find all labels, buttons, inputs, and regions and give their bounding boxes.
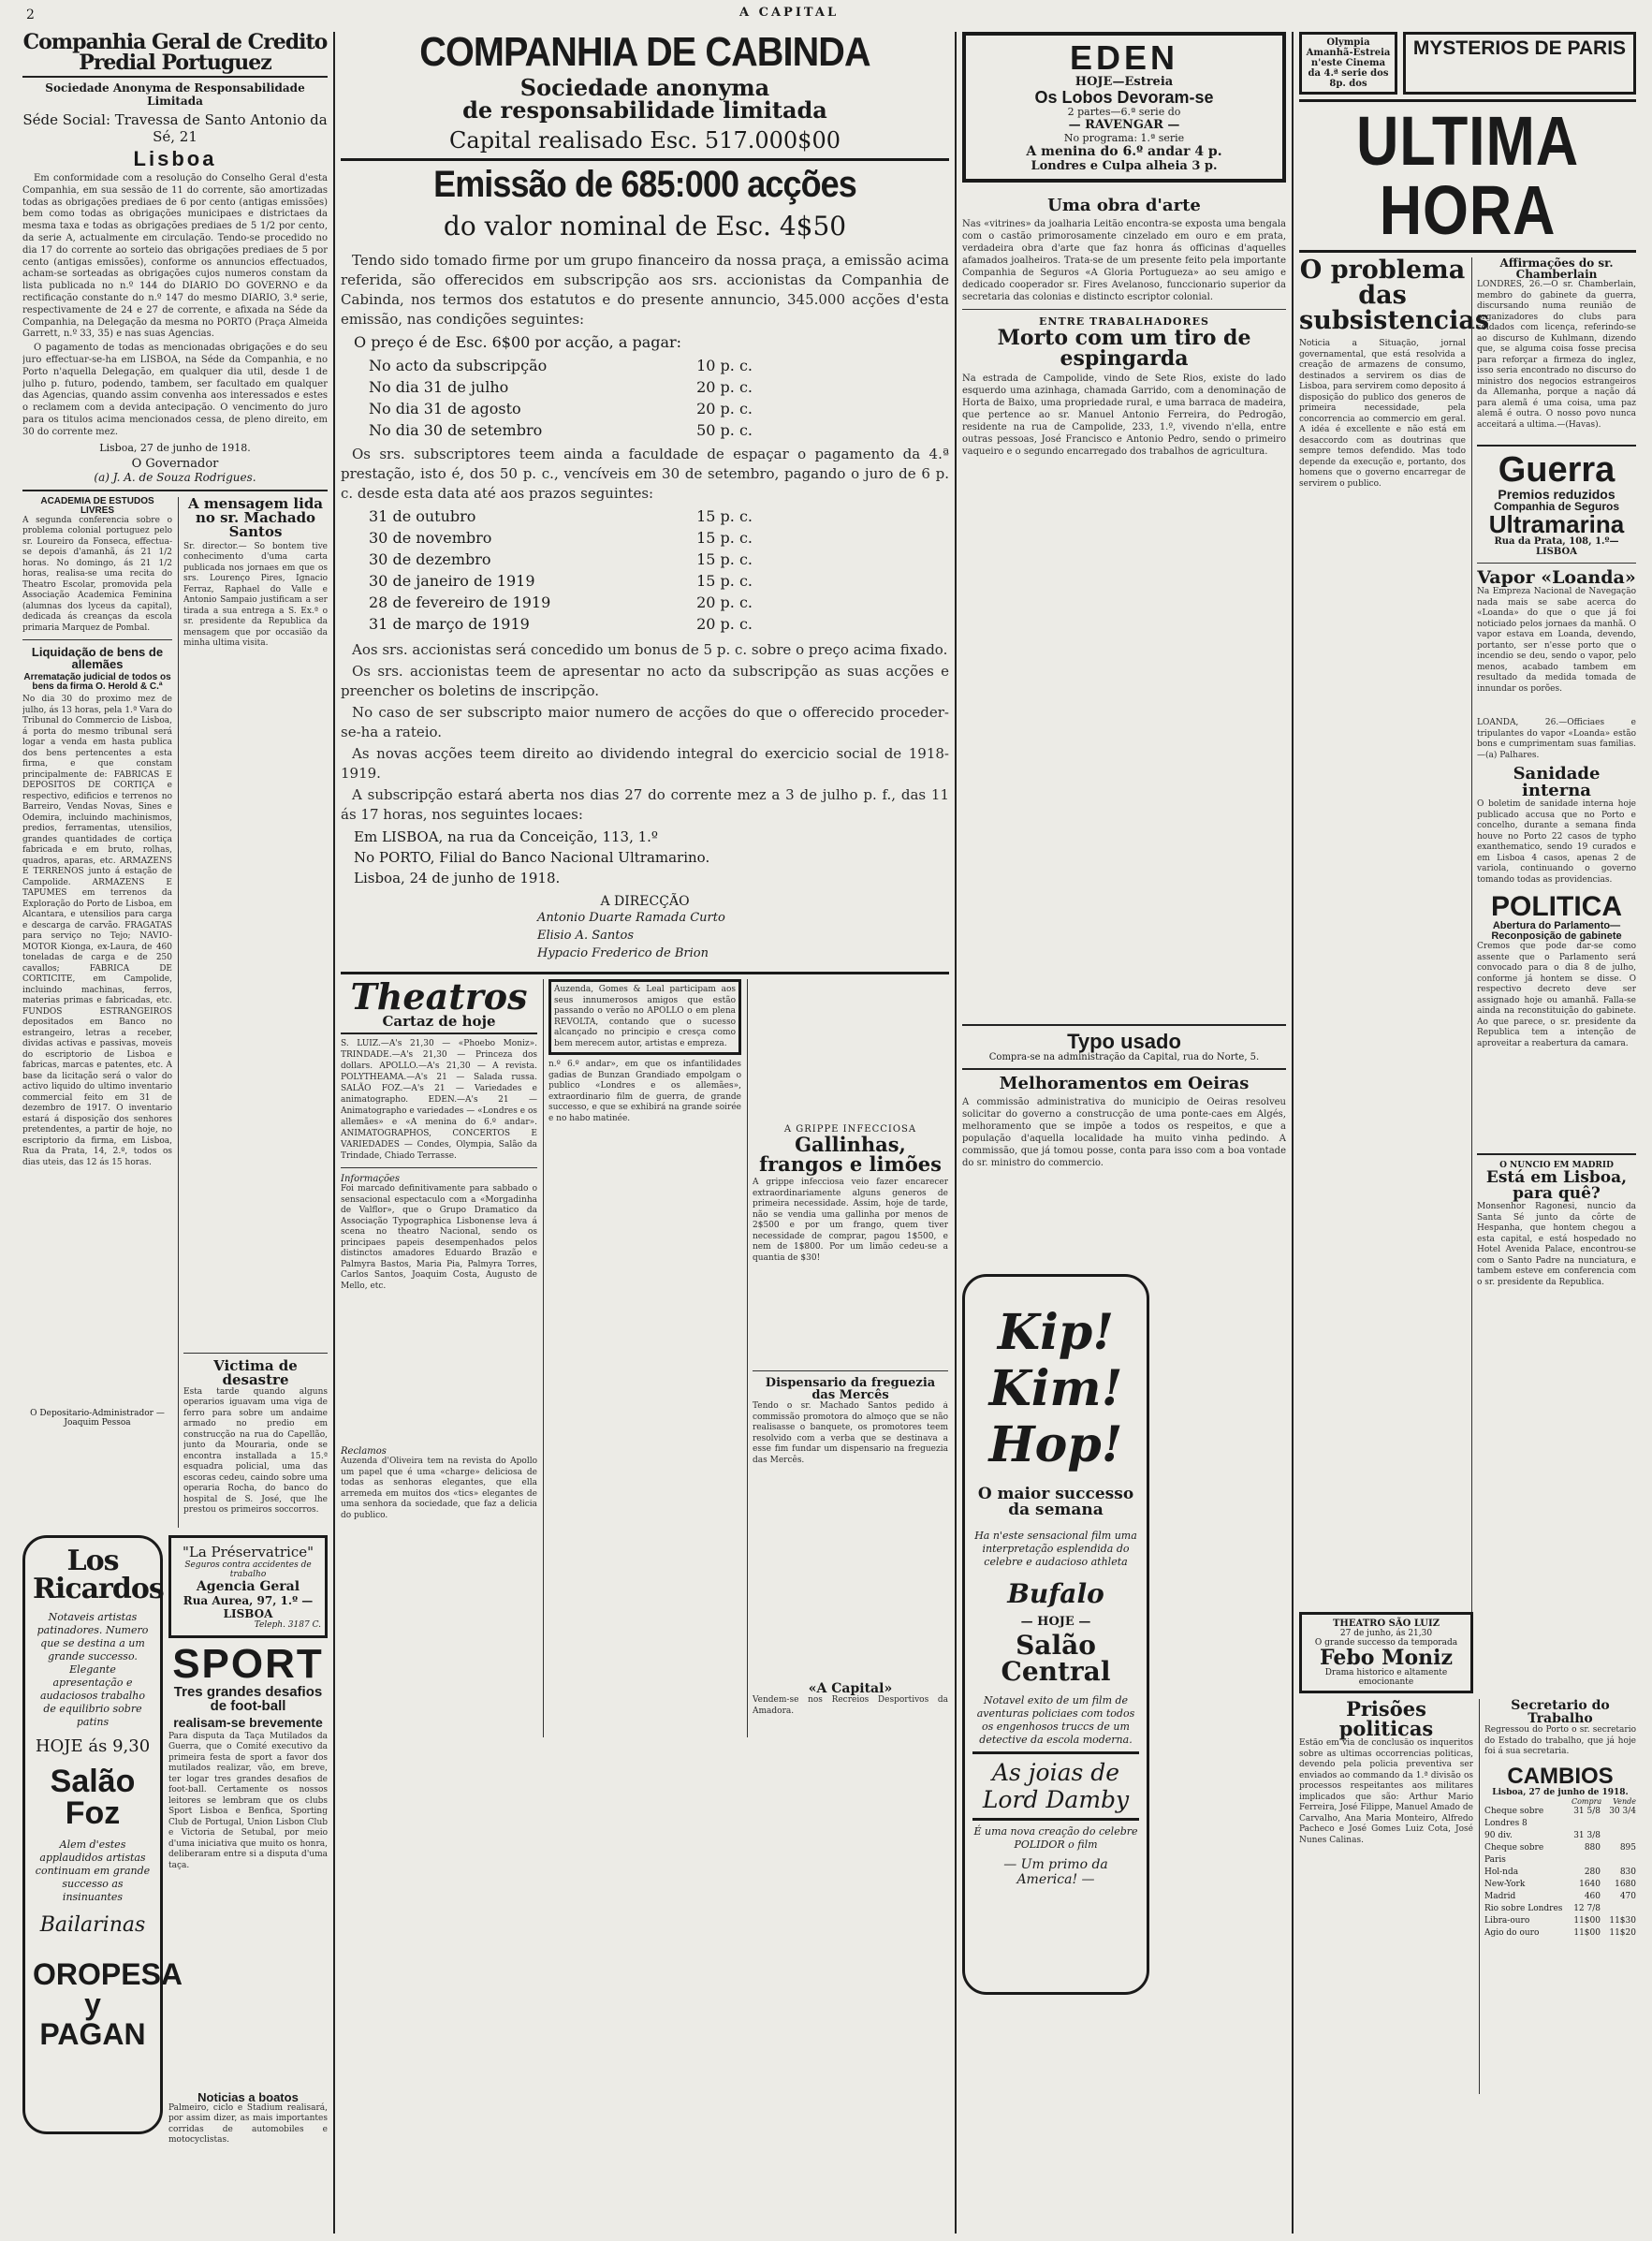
cambios-sell: 1680 — [1615, 1879, 1636, 1889]
cambios-label: Libra-ouro — [1484, 1915, 1530, 1926]
kip-last: — Um primo da America! — — [1003, 1857, 1108, 1887]
theatro-box-desc: Drama historico e altamente emocionante — [1324, 1668, 1448, 1687]
schedule-row — [369, 505, 949, 527]
cambios-label: Madrid — [1484, 1891, 1516, 1901]
vitima-title: Victima de desastre — [213, 1356, 298, 1388]
schedule-label: 30 de janeiro de 1919 — [369, 572, 535, 590]
vapor-body: Na Empreza Nacional de Navegação nada mais se sabe acerca do «Loanda» do que o que já foi noticiado pelos jornaes da manhã. O vapor estava em Loanda, devendo, portanto, ser n'esse porto que o incendio se deu, sendo o vapor, pelo menos, acabado tambem em resultado da medida tomada de innundar os porões. — [1477, 587, 1636, 694]
notice-paragraph: O pagamento de todas as mencionadas obrigações e do seu juro effectuar-se-ha em LISBOA, na Séde da Companhia, e no Porto n'aquella Delegação, em qualquer dia util, desde 1 de julho p. futuro, podendo, tambem, ser facultado em qualquer das Agencias, quando assim convenha aos interessados e estes o reclamem com a devida antecipação. O vencimento do juro para os titulos acima mencionados cessa, de pleno direito, em 30 do corrente mez. — [22, 343, 328, 437]
eden-film: Os Lobos Devoram-se — [1034, 88, 1214, 107]
two-sub-columns — [22, 494, 328, 1528]
guerra-sub: Premios reduzidos — [1498, 487, 1615, 502]
spacer — [753, 979, 948, 1124]
schedule-label: No dia 31 de agosto — [369, 400, 521, 417]
cambios-sell: 11$30 — [1609, 1915, 1636, 1926]
obra-title: Uma obra d'arte — [1047, 196, 1201, 215]
col3-lower — [962, 1274, 1286, 1995]
cambios-row — [1484, 1806, 1636, 1830]
mid-paragraph: Os srs. subscriptores teem ainda a faculdade de espaçar o pagamento da 4.ª prestação, isto é, dos 50 p. c., vencíveis em 30 de setembro, pagando o juro de 6 p. c. desde esta data até aos prazos seguintes: — [341, 446, 949, 502]
column-rule — [955, 32, 957, 2234]
eden-serial: — RAVENGAR — — [1068, 118, 1180, 132]
problema-title: O problema das subsistencias — [1299, 256, 1490, 335]
kip-line-3: Hop! — [988, 1416, 1123, 1473]
divider — [962, 309, 1286, 310]
col2-lower-mid — [543, 979, 741, 1737]
terms-paragraph: A subscripção estará aberta nos dias 27 do corrente mez a 3 de julho p. f., das 11 ás 17 horas, nos seguintes locaes: — [341, 786, 949, 823]
kip-jewels: As joias de Lord Damby — [982, 1759, 1130, 1813]
col4-two-cols — [1299, 257, 1636, 1687]
schedule-label: No acto da subscripção — [369, 357, 548, 374]
cambios-buy: 460 — [1584, 1891, 1601, 1901]
ricardos-ad — [22, 1535, 183, 2134]
schedule-label: 31 de outubro — [369, 507, 476, 525]
cambios-label: 90 div. — [1484, 1830, 1513, 1840]
terms-paragraph: Os srs. accionistas teem de apresentar no acto da subscripção as suas acções e preencher os boletins de inscripção. — [341, 663, 949, 699]
schedule-value: 15 p. c. — [696, 550, 753, 568]
cambios-row — [1484, 1830, 1636, 1842]
ricardos-bailarinas: Bailarinas — [39, 1912, 146, 1937]
cambios-label: Hol-nda — [1484, 1867, 1519, 1877]
divider — [962, 1024, 1286, 1026]
dispensario-title: Dispensario da freguezia das Mercês — [765, 1376, 936, 1402]
column-rule — [1292, 32, 1294, 2234]
theatro-box-title: THEATRO SÃO LUIZ — [1332, 1618, 1440, 1629]
ricardos-name-1: OROPESA — [33, 1956, 183, 1991]
schedule-value: 20 p. c. — [696, 400, 753, 417]
ricardos-title: Los Ricardos — [33, 1544, 164, 1605]
cambios-header — [1484, 1797, 1636, 1806]
col2-lower-right — [747, 979, 948, 1737]
cambios-row — [1484, 1891, 1636, 1903]
column-4 — [1299, 32, 1636, 2232]
schedule-value: 15 p. c. — [696, 529, 753, 547]
theatro-box-event: O grande successo da temporada — [1314, 1638, 1458, 1648]
cambios-sell: 895 — [1619, 1842, 1636, 1853]
eden-londres: Londres e Culpa alheia 3 p. — [1031, 159, 1218, 173]
terms-paragraph: No caso de ser subscripto maior numero de acções do que o offerecido proceder-se-ha a rateio. — [341, 704, 949, 740]
cabinda-price: O preço é de Esc. 6$00 por acção, a pagar: — [354, 333, 682, 351]
cambios-buy: 280 — [1584, 1867, 1601, 1877]
politica-title: POLITICA — [1491, 891, 1622, 922]
guerra-company: Companhia de Seguros — [1493, 500, 1620, 513]
col4-bottom-right — [1479, 1699, 1636, 2094]
academia-title: ACADEMIA DE ESTUDOS LIVRES — [40, 495, 154, 516]
nuncio-kicker: O NUNCIO EM MADRID — [1499, 1161, 1614, 1170]
divider — [972, 1751, 1139, 1754]
reclamos-title: Reclamos — [341, 1446, 387, 1457]
schedule-row — [369, 613, 949, 635]
sub-column-right — [178, 494, 328, 1528]
schedule-label: No dia 30 de setembro — [369, 421, 543, 439]
cabinda-title: COMPANHIA DE CABINDA — [419, 32, 870, 75]
theatro-box-name: Febo Moniz — [1319, 1646, 1453, 1670]
theatro-box-date: 27 de junho, ás 21,30 — [1339, 1629, 1433, 1638]
sport-title: SPORT — [172, 1640, 324, 1687]
col4-left — [1299, 256, 1490, 1687]
melh-title: Melhoramentos em Oeiras — [999, 1074, 1250, 1093]
theatro-box — [1299, 1612, 1473, 1693]
col4-bottom-left — [1299, 1699, 1473, 2094]
prisoes-title: Prisões politicas — [1338, 1697, 1434, 1740]
cambios-buy: 31 5/8 — [1573, 1806, 1601, 1816]
schedule-value: 20 p. c. — [696, 615, 753, 633]
schedule-value: 20 p. c. — [696, 378, 753, 396]
cambios-buy: 1640 — [1579, 1879, 1601, 1889]
obra-body: Nas «vitrines» da joalharia Leitão encontra-se exposta uma bengala com o castão primorosamente cinzelado em ouro e em prata, verdadeira obra d'arte que faz honra ás officinas d'aquelles afamados joalheiros. Trata-se de um presente feito pela importante Companhia de Seguros «A Gloria Portugueza» ao seu amigo e dedicado cooperador sr. Fires Avelanoso, funccionario superior da secretaria das colonias e distincto escriptor colonial. — [962, 219, 1286, 302]
ricardos-desc: Notaveis artistas patinadores. Numero que se destina a um grande successo. Elegante apresentação e audaciosos trabalho de equilibrio sobre patins — [37, 1610, 149, 1728]
trab-title: Morto com um tiro de espingarda — [997, 326, 1251, 371]
divider — [1477, 563, 1636, 564]
kip-novelty: É uma nova creação do celebre POLIDOR o film — [973, 1825, 1138, 1851]
vapor-body-2: LOANDA, 26.—Officiaes e tripulantes do vapor «Loanda» estão bons e cumprimentam suas familias.—(a) Palhares. — [1477, 718, 1636, 760]
cabinda-capital: Capital realisado Esc. 517.000$00 — [449, 127, 841, 154]
divider — [183, 1353, 328, 1354]
cambios-label: Agio do ouro — [1484, 1927, 1540, 1938]
cabinda-mid — [341, 445, 949, 504]
cambios-label: Cheque sobre Londres 8 — [1484, 1806, 1544, 1828]
sport-body: Para disputa da Taça Mutilados da Guerra, que o Comité executivo da primeira festa de sport a favor dos mutilados realizar, vão, em breve, ter logar tres grandes desafios de foot-ball. Certamente os nossos leitores se lembram que os clubs Sport Lisboa e Benfica, Sporting Club de Portugal, Union Lisbon Club e Victoria de Setubal, por meio d'uma iniciativa que muito os honra, deliberaram entre si a disputa d'uma taça. — [168, 1731, 328, 1870]
credito-predial-notice — [22, 173, 328, 439]
credito-predial-title: Companhia Geral de Credito Predial Portuguez — [22, 32, 328, 78]
divider — [972, 1818, 1139, 1821]
kip-venue-desc: Notavel exito de um film de aventuras policiaes com todos os engenhosos truccs de um detective da escola moderna. — [976, 1694, 1135, 1746]
theatros-body: S. LUIZ.—A's 21,30 — «Phoebo Moniz». TRINDADE.—A's 21,30 — Princeza dos dollars. APOLLO.—A's 21,30 — A revista. POLYTHEAMA.—A's 21 — Salada russa. SALÃO FOZ.—A's 21 — Variedades e animatographo. EDEN.—A's 21 — Animatographo e variedades — «Londres e os allemães» e «A menina do 6.º andar». ANIMATOGRAPHOS, CONCERTOS E VARIEDADES — Condes, Olympia, Salão da Trindade, Chiado Terrasse. — [341, 1039, 537, 1161]
cambios-col-sell: Vende — [1613, 1796, 1636, 1806]
cambios-buy: 11$00 — [1573, 1915, 1601, 1926]
politica-body: Cremos que pode dar-se como assente que o Parlamento será convocado para o dia 8 de julho, conforme já hontem se disse. O respectivo decreto deve ser assignado hoje ou amanhã. Falla-se ainda na reconstituição do gabinete. Ao que parece, o sr. presidente da Republica tem a intenção de aproveitar a reabertura da camara. — [1477, 942, 1636, 1048]
cambios-date: Lisboa, 27 de junho de 1918. — [1492, 1787, 1629, 1797]
subscription-locations — [354, 827, 949, 888]
schedule-value: 20 p. c. — [696, 593, 753, 611]
preservatrice-ad — [168, 1535, 328, 1638]
col2-lower — [341, 975, 949, 1737]
schedule-row — [369, 570, 949, 592]
cabinda-signers — [537, 909, 949, 962]
kip-today: — HOJE — — [1020, 1615, 1091, 1629]
cabinda-terms — [341, 640, 949, 825]
cambios-sell: 470 — [1619, 1891, 1636, 1901]
signer-name: Elisio A. Santos — [537, 929, 634, 943]
column-2 — [341, 32, 949, 2232]
divider — [1477, 1153, 1636, 1155]
chamberlain-body: LONDRES, 26.—O sr. Chamberlain, membro do gabinete da guerra, discursando numa reunião de organizadores do clubs para soldados com licença, referindo-se ao discurso de Kuhlmann, dizendo que, se alguma coisa fosse precisa para reforçar a firmeza do inglez, isso seria encontrado no discurso do ministro dos negocios estrangeiros da Allemanha, porque a nação dá para alemã é uma coisa, uma paz alemã é outra. O nosso povo nunca acceitará a ultima.—(Havas). — [1477, 280, 1636, 430]
liquidacao-title: Liquidação de bens de allemães — [31, 645, 164, 672]
kip-line-1: Kip! — [997, 1304, 1115, 1361]
cambios-row — [1484, 1867, 1636, 1879]
eden-program: No programa: 1.ª serie — [1063, 132, 1185, 144]
cambios-row — [1484, 1903, 1636, 1915]
politica-sub: Abertura do Parlamento—Reconposição de gabinete — [1491, 920, 1622, 942]
ultima-hora-title: ULTIMA HORA — [1356, 102, 1579, 249]
cambios-row — [1484, 1879, 1636, 1891]
schedule-row — [369, 549, 949, 570]
signer-name: Antonio Duarte Ramada Curto — [537, 911, 725, 925]
theatros-sub: Cartaz de hoje — [341, 1015, 537, 1034]
cambios-buy: 11$00 — [1573, 1927, 1601, 1938]
divider — [341, 158, 949, 161]
location-lisboa: Em LISBOA, na rua da Conceição, 113, 1.º — [354, 828, 658, 845]
col2-lower-left — [341, 975, 537, 1737]
cabinda-emissao: Emissão de 685:000 acções — [433, 164, 856, 205]
dispensario-body: Tendo o sr. Machado Santos pedido á commissão promotora do almoço que se não realisasse o banquete, os promotores teem resolvido com a verba que se destinava a esse fim fundar um dispensario na freguezia das Mercês. — [753, 1401, 948, 1465]
kip-ad — [962, 1274, 1149, 1995]
masthead — [0, 4, 1652, 28]
signer-title: O Governador — [131, 456, 219, 471]
credito-predial-city: Lisboa — [133, 147, 217, 170]
ricardos-venue: Salão Foz — [50, 1763, 136, 1831]
divider — [1477, 445, 1636, 447]
col4-bottom — [1299, 1699, 1636, 2094]
eden-ad — [962, 32, 1286, 183]
column-rule — [333, 32, 335, 2234]
gripe-title: Gallinhas, frangos e limões — [759, 1133, 942, 1176]
reclamos-body: Auzenda d'Oliveira tem na revista do Apollo um papel que é uma «charge» deliciosa de todas as senhoras elegantes, que ella arremeda em muitos dos «tics» elegantes de uma senhora da sociedade, que faz a delicia do publico. — [341, 1457, 537, 1520]
schedule-value: 50 p. c. — [696, 421, 753, 439]
preservatrice-title: "La Préservatrice" — [182, 1543, 314, 1560]
schedule-row — [369, 398, 949, 419]
schedule-row — [369, 376, 949, 398]
notice-paragraph: Em conformidade com a resolução do Conselho Geral d'esta Companhia, em sua sessão de 11 do corrente, são amortizadas todas as obrigações prediaes de 6 por cento (antigas emissões) bem como todas as obrigações municipaes e districtaes da mesma taxa e todas as obrigações prediaes de 5 1/2 por cento, da serie A, actualmente em circulação. Tendo-se procedido no dia 17 do corrente ao sorteio das obrigações prediaes de 5 por cento (antigas emissões), conforme os annuncios effectuados, acham-se sorteadas as obrigações cujos numeros constam da lista publicada no n.º 144 do DIARIO DO GOVERNO e da rectificação constante do n.º 147 do mesmo DIARIO, 3.ª serie, respectivamente de 24 e 27 de corrente, e afixada na Séde da Companhia, na Delegação da mesma no PORTO (Praça Almeida Garrett, n.º 33, 35) e nas suas Agencias. — [22, 173, 328, 340]
vapor-title: Vapor «Loanda» — [1477, 567, 1636, 588]
gripe-body: A grippe infecciosa veio fazer encarecer extraordinariamente alguns generos de primeira necessidade. Assim, hoje de tarde, não se vendia uma gallinha por menos de 2$500 e por um frango, quem tiver necessidade de comprar, pagou 1$500, e nem de 1$800. Por um limão cedeu-se a quantia de $30! — [753, 1178, 948, 1263]
guerra-title: Guerra — [1498, 450, 1615, 490]
academia-body: A segunda conferencia sobre o problema colonial portuguez pelo sr. Loureiro da Fonseca, effectua-se depois d'amanhã, ás 21 1/2 horas. No domingo, ás 21 1/2 horas, realisa-se uma recita do Theatro Escolar, promovida pela Associação Academica Feminina (alumnas dos lyceus da capital), dedicada ás creanças da escola primaria Marquez de Pombal. — [22, 515, 172, 633]
theatros-title: Theatros — [350, 975, 528, 1018]
sport-sub2: realisam-se brevemente — [173, 1714, 323, 1730]
cambios-buy: 880 — [1584, 1842, 1601, 1853]
divider — [1299, 250, 1636, 253]
ricardos-time: HOJE ás 9,30 — [35, 1736, 151, 1756]
mensagem-body: Sr. director.— So bontem tive conhecimento d'uma carta publicada nos jornaes em que os srs. Lourenço Pires, Ignacio Ferraz, Raphael do Valle e Antonio Sampaio justificam a ser tirada a sua entrega a S. Ex.ª o sr. presidente da Republica da mensagem que por occasião da minha ultima visita. — [183, 541, 328, 649]
capital-bottom-title: «A Capital» — [808, 1681, 893, 1696]
sanidade-title: Sanidade interna — [1513, 764, 1601, 800]
nuncio-body: Monsenhor Ragonesi, nuncio da Santa Sé junto da côrte de Hespanha, que hontem chegou a esta capital, e está hospedado no Hotel Avenida Palace, encontrou-se com o Santo Padre na nunciatura, e tambem esteve em conferencia com o sr. presidente da Republica. — [1477, 1202, 1636, 1287]
guerra-name: Ultramarina — [1488, 510, 1625, 538]
capital-bottom-body: Vendem-se nos Recreios Desportivos da Amadora. — [753, 1695, 948, 1716]
eden-menina: A menina do 6.º andar 4 p. — [1026, 144, 1222, 159]
col4-right — [1471, 257, 1636, 1687]
typo-body: Compra-se na administração da Capital, rua do Norte, 5. — [988, 1052, 1260, 1062]
trab-kicker: ENTRE TRABALHADORES — [1039, 315, 1209, 328]
kip-tag: O maior successo da semana — [977, 1485, 1134, 1519]
chamberlain-title: Affirmações do sr. Chamberlain — [1499, 256, 1614, 281]
publication-name: A CAPITAL — [739, 6, 840, 20]
ricardos-others: Alem d'estes applaudidos artistas continuam em grande successo as insinuantes — [35, 1838, 151, 1903]
schedule-row — [369, 592, 949, 613]
gripe-kicker: A GRIPPE INFECCIOSA — [783, 1124, 917, 1135]
page-number: 2 — [26, 7, 35, 22]
cambios-row — [1484, 1915, 1636, 1927]
col4-top-ads — [1299, 32, 1636, 95]
typo-title: Typo usado — [1067, 1030, 1181, 1053]
preservatrice-sub: Seguros contra accidentes de trabalho — [184, 1560, 312, 1579]
cabinda-subtitle-2: de responsabilidade limitada — [462, 96, 827, 124]
schedule-label: No dia 31 de julho — [369, 378, 509, 396]
cabinda-subtitle: Sociedade anonyma — [519, 74, 770, 101]
guerra-addr: Rua da Prata, 108, 1.º—LISBOA — [1494, 536, 1619, 557]
auzenda-box — [548, 979, 741, 1055]
cabinda-direcao: A DIRECÇÃO — [600, 894, 690, 909]
sub-column-left — [22, 497, 172, 1528]
eden-title: EDEN — [1069, 38, 1179, 77]
cambios-label: Rio sobre Londres — [1484, 1903, 1563, 1913]
schedule-row — [369, 355, 949, 376]
liquidacao-body: No dia 30 do proximo mez de julho, ás 13 horas, pela 1.ª Vara do Tribunal do Commercio de Lisboa, á porta do mesmo tribunal será logar a venda em hasta publica dos bens pertencentes a esta firma, e que constam principalmente de: FABRICAS E DEPOSITOS DE CORTIÇA e respectivo, edificios e terrenos no Barreiro, Vendas Novas, Sines e Odemira, incluindo machinismos, predios, ferramentas, utensilios, grandes quantidades de cortiça fabricada e em bruto, rolhas, quadros, aparas, etc. ARMAZENS E TERRENOS junto á estação de Campolide. ARMAZENS E TAPUMES em terrenos da Exploração do Porto de Lisboa, em Alcantara, e utensilios para carga e descarga de carvão. FRAGATAS para serviço no Tejo; NAVIO-MOTOR Kionga, ex-Laura, de 460 toneladas de carga e de 250 cavallos; FABRICA DE CORTICITE, em Campolide, incluindo machinas, ferros, materias primas e fabricadas, etc. FUNDOS ESTRANGEIROS depositados em Banco no estrangeiro, letras a receber, dividas activas e passivas, moveis do escriptorio de Lisboa e fabricas, marcas e patentes, etc. A base da licitação será o valor do activo liquido do ultimo inventario commercial feito em 31 de dezembro de 1917. O inventario estará á disposição dos senhores pretendentes, a partir de hoje, no escriptorio da firma, em Lisboa, Rua da Prata, 14, 2.º, todos os dias uteis, das 12 ás 15 horas. — [22, 695, 172, 1167]
preservatrice-agency: Agencia Geral — [196, 1578, 300, 1594]
cabinda-date: Lisboa, 24 de junho de 1918. — [354, 870, 561, 886]
secretario-body: Regressou do Porto o sr. secretario do Estado do trabalho, que já hoje foi á sua secretaria. — [1484, 1725, 1636, 1756]
divider — [22, 639, 172, 640]
kip-line-2: Kim! — [988, 1360, 1123, 1417]
divider — [753, 1370, 948, 1371]
signer-name: (a) J. A. de Souza Rodrigues. — [94, 470, 256, 484]
cambios-title: CAMBIOS — [1507, 1763, 1614, 1789]
cambios-row — [1484, 1842, 1636, 1867]
preservatrice-tel: Teleph. 3187 C. — [254, 1619, 321, 1630]
auzenda-box-text: Auzenda, Gomes & Leal participam aos seus innumerosos amigos que estão passando o verão no APOLLO o em plena REVOLTA, contando que o sucesso alcançado no principio e cresça como bem merecem autor, artistas e empreza. — [554, 985, 736, 1048]
kip-desc: Ha n'este sensacional film uma interpretação esplendida do celebre e audacioso athleta — [974, 1530, 1137, 1568]
mensagem-title: A mensagem lida no sr. Machado Santos — [187, 494, 324, 540]
cambios-row — [1484, 1927, 1636, 1940]
cambios-col-buy: Compra — [1571, 1796, 1602, 1806]
sanidade-body: O boletim de sanidade interna hoje publicado accusa que no Porto e concelho, durante a semana finda houve no Porto 22 casos de typho exanthematico, sendo 19 curados e em Lisboa 4 casos, apenas 2 de variola, continuando o governo tomando todas as providencias. — [1477, 799, 1636, 885]
mysterios-box — [1403, 32, 1636, 95]
location-porto: No PORTO, Filial do Banco Nacional Ultramarino. — [354, 849, 710, 866]
payment-schedule — [369, 355, 949, 441]
eden-today: HOJE—Estreia — [1075, 75, 1174, 89]
mysterios-title: MYSTERIOS DE PARIS — [1412, 37, 1627, 59]
cambios-buy: 12 7/8 — [1573, 1903, 1601, 1913]
deferral-schedule — [369, 505, 949, 635]
cambios-sell — [1601, 1830, 1636, 1842]
noticias-title: Noticias a boatos — [197, 2089, 299, 2104]
intro-paragraph: Tendo sido tomado firme por um grupo financeiro da nossa praça, a emissão acima referida, são offerecidos em subscripção aos srs. accionistas da Companhia de Cabinda, nos termos dos estatutos e do presente annuncio, 345.000 acções d'esta emissão, nas condições seguintes: — [341, 252, 949, 328]
ads-right — [168, 1535, 328, 2146]
informacoes-title: Informações — [341, 1174, 401, 1184]
liquidacao-subtitle: Arrematação judicial de todos os bens da firma O. Herold & C.ª — [23, 672, 171, 693]
cabinda-intro — [341, 251, 949, 330]
ads-row — [22, 1535, 328, 2146]
cambios-label: New-York — [1484, 1879, 1526, 1889]
schedule-label: 30 de dezembro — [369, 550, 491, 568]
schedule-label: 31 de março de 1919 — [369, 615, 530, 633]
cambios-sell: 30 3/4 — [1609, 1806, 1636, 1816]
schedule-value: 15 p. c. — [696, 572, 753, 590]
terms-paragraph: Aos srs. accionistas será concedido um bonus de 5 p. c. sobre o preço acima fixado. — [352, 641, 948, 658]
preservatrice-addr: Rua Aurea, 97, 1.º — LISBOA — [183, 1593, 314, 1620]
cabinda-nominal: do valor nominal de Esc. 4$50 — [443, 211, 847, 242]
problema-body: Noticia a Situação, jornal governamental, que está resolvida a creação de armazens de consumo, destinados a servirem os dias de Lisboa, para servirem como deposito á disposição do publico dos generos de primeira necessidade, pela concorrencia ao commercio em geral. A idéa é excellente e não está em desaccordo com as doutrinas que sempre temos defendido. Mas todo depende da execução e, portanto, dos homens que o governo encarregar de servirem o publico. — [1299, 339, 1466, 489]
informacoes-body: Foi marcado definitivamente para sabbado o sensacional espectaculo com a «Morgadinha de Valflor», que o Grupo Dramatico da Associação Typographica Lisbonense leva á scena no theatro Nacional, sendo os principaes papeis desempenhados pelos distinctos amadores Eduardo Brazão e Palmyra Bastos, Maria Pia, Palmyra Torres, Carlos Santos, Joaquim Costa, Augusto de Mello, etc. — [341, 1184, 537, 1291]
schedule-row — [369, 527, 949, 549]
schedule-row — [369, 419, 949, 441]
column-1 — [22, 32, 328, 2232]
cambios-sell: 11$20 — [1609, 1927, 1636, 1938]
divider — [22, 490, 328, 491]
terms-paragraph: As novas acções teem direito ao dividendo integral do exercicio social de 1918-1919. — [341, 745, 949, 782]
cambios-table — [1484, 1806, 1636, 1940]
cambios-sell: 830 — [1619, 1867, 1636, 1877]
kip-athlete: Bufalo — [1007, 1578, 1104, 1609]
olympia-box: Olympia Amanhã-Estreia n'este Cinema da 4.ª serie dos 8p. dos — [1299, 32, 1397, 95]
liquidacao-signer: O Depositario-Administrador — Joaquim Pessoa — [30, 1409, 165, 1428]
noticias-body: Palmeiro, ciclo e Stadium realisará, por assim dizer, as mais importantes corridas de automobiles e motocyclistas. — [168, 2102, 328, 2146]
eden-parts: 2 partes—6.ª serie do — [1067, 106, 1181, 118]
ricardos-name-2: y PAGAN — [39, 1986, 146, 2051]
londres-film-text: n.º 6.º andar», em que os infantilidades gadias de Bunzan Grandiado empolgam o publico «Londres e os allemães», extraordinario film de guerra, de grande successo, e que se exhibirá na grande soirée e no habo matinée. — [548, 1060, 741, 1123]
kip-venue: Salão Central — [1001, 1630, 1111, 1687]
cambios-label: Cheque sobre Paris — [1484, 1842, 1544, 1865]
vitima-body: Esta tarde quando alguns operarios iguavam uma viga de ferro para sobre um andaime armado no predio em construcção na rua do Capellão, junto da Mouraria, onde se encontra installada a 15.ª esquadra policial, uma das escoras cedeu, caindo sobre uma operaria Rocha, do banco do hospital de S. José, que lhe prestou os primeiros soccorros. — [183, 1386, 328, 1516]
trab-body: Na estrada de Campolide, vindo de Sete Rios, existe do lado esquerdo uma azinhaga, chamada Garrido, com a denominação de Horta de Baixo, uma propriedade rural, e uma barraca de madeira, que pertence ao sr. Manuel Antonio Ferreira, do Pedrogão, residente na rua de Campolide, 233, 1.º, vivendo n'ella, entre outras pessoas, José Francisco e Antonio Pedro, sendo o primeiro vaqueiro e o segundo encarregado dos trabalhos de agricultura. — [962, 374, 1286, 457]
divider — [341, 972, 949, 974]
col3-lower-right — [1155, 1274, 1282, 1995]
schedule-label: 30 de novembro — [369, 529, 492, 547]
melh-body: A commissão administrativa do municipio de Oeiras resolveu solicitar do governo a construcção de uma ponte-caes em Algés, melhoramento que se impõe a todos os respeitos, e que a população d'aquella localidade ha muito vinha pedindo. A commissão, que já tomou posse, conta para isso com a boa vontade do sr. ministro do commercio. — [962, 1097, 1286, 1168]
schedule-value: 15 p. c. — [696, 507, 753, 525]
nuncio-title: Está em Lisboa, para quê? — [1485, 1168, 1628, 1203]
credito-predial-subtitle: Sociedade Anonyma de Responsabilidade Limitada — [45, 81, 305, 108]
signer-name: Hypacio Frederico de Brion — [537, 946, 709, 960]
notice-date: Lisboa, 27 de junho de 1918. — [99, 441, 251, 454]
divider — [341, 1167, 537, 1168]
sport-sub: Tres grandes desafios de foot-ball — [173, 1683, 323, 1714]
credito-predial-seat: Séde Social: Travessa de Santo Antonio da Sé, 21 — [22, 111, 328, 145]
cambios-buy: 31 3/8 — [1573, 1830, 1601, 1840]
column-3 — [962, 32, 1286, 2232]
prisoes-body: Estão em via de conclusão os inqueritos sobre as ultimas occorrencias politicas, devendo pela policia preventiva ser enviados ao commando da 1.ª divisão os processos respeitantes aos militares implicados que são: Arthur Mario Ferreira, José Filippe, Manuel Amado de Carvalho, Ana Maria Monteiro, Alfredo Pacheco e José Gomes Luiz Cota, José Nunes Calinas. — [1299, 1738, 1473, 1845]
secretario-title: Secretario do Trabalho — [1511, 1698, 1610, 1726]
schedule-label: 28 de fevereiro de 1919 — [369, 593, 551, 611]
divider — [962, 1068, 1286, 1070]
cambios-sell — [1601, 1903, 1636, 1915]
schedule-value: 10 p. c. — [696, 357, 753, 374]
